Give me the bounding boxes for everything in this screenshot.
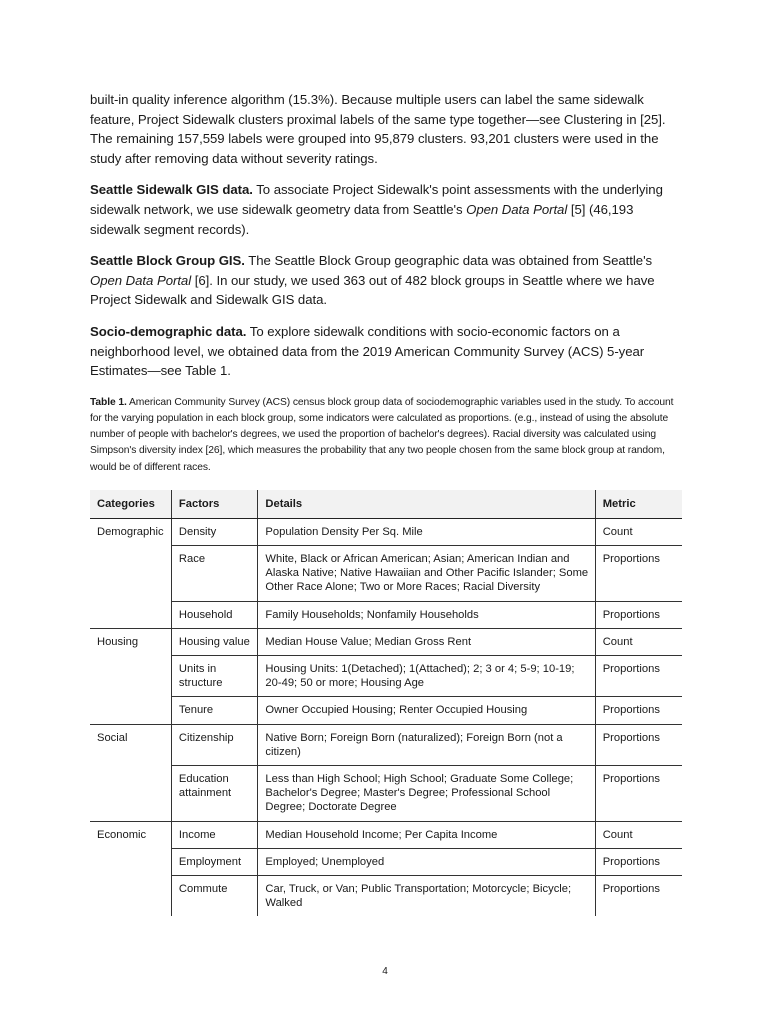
cell-details: Owner Occupied Housing; Renter Occupied Housing — [258, 697, 595, 724]
cell-factor: Employment — [171, 848, 258, 875]
table-row — [90, 724, 682, 765]
cell-factor: Citizenship — [171, 724, 258, 765]
cell-factor: Education attainment — [171, 765, 258, 821]
paragraph-quality-clusters — [90, 90, 682, 168]
cell-details: White, Black or African American; Asian; American Indian and Alaska Native; Native Hawaiian and Other Pacific Islander; Some Other Race Alone; Two or More Races; Racial Diversity — [258, 545, 595, 601]
table-row — [90, 518, 682, 545]
table-row — [90, 765, 682, 821]
cell-details: Less than High School; High School; Graduate Some College; Bachelor's Degree; Master's Degree; Professional School Degree; Doctorate Degree — [258, 765, 595, 821]
header-categories: Categories — [90, 490, 171, 519]
cell-metric: Proportions — [602, 882, 660, 895]
table-row — [90, 545, 682, 601]
cell-factor: Household — [171, 601, 258, 628]
paragraph-heading: Seattle Sidewalk GIS data. — [90, 182, 253, 198]
cell-factor: Race — [171, 545, 258, 601]
cell-factor: Commute — [171, 875, 258, 916]
paragraph-italic-text: Open Data Portal — [90, 272, 192, 288]
paragraph-text: built-in quality inference algorithm (15.3%). Because multiple users can label the same sidewalk feature, Project Sidewalk clusters proximal labels of the same type together—see Clustering in [25]. The remaining 157,559 labels were grouped into 95,879 clusters. 93,201 clusters were used in the study after removing data without severity ratings. — [90, 92, 666, 166]
table-header-row — [90, 490, 682, 519]
cell-category: Housing — [90, 628, 171, 655]
paragraph-text: To associate Project Sidewalk's point assessments with the underlying sidewalk network, we use sidewalk geometry data from Seattle's — [90, 182, 663, 217]
acs-variables-table — [90, 490, 682, 917]
cell-details: Median Household Income; Per Capita Income — [258, 821, 595, 848]
page-body — [90, 90, 682, 916]
table-caption-text: American Community Survey (ACS) census block group data of sociodemographic variables used in the study. To account for the varying population in each block group, some indicators were calculated as proportions. (e.g., instead of using the absolute number of people with bachelor's degrees, we used the proportion of bachelor's degrees). Racial diversity was calculated using Simpson's diversity index [26], which measures the probability that any two people chosen from the same block group at random, would be of different races. — [90, 396, 674, 473]
table-row — [90, 848, 682, 875]
cell-category: Demographic — [90, 518, 171, 545]
paragraph-italic-text: Open Data Portal — [466, 201, 568, 217]
header-details: Details — [258, 490, 595, 519]
table-row — [90, 697, 682, 724]
paragraph-text: The Seattle Block Group geographic data was obtained from Seattle's — [244, 253, 653, 269]
cell-category: Social — [90, 724, 171, 765]
paragraph-sidewalk-gis — [90, 180, 682, 239]
cell-details: Employed; Unemployed — [258, 848, 595, 875]
cell-metric: Proportions — [595, 655, 682, 696]
cell-details: Housing Units: 1(Detached); 1(Attached); 2; 3 or 4; 5-9; 10-19; 20-49; 50 or more; Housing Age — [258, 655, 595, 696]
cell-details: Native Born; Foreign Born (naturalized); Foreign Born (not a citizen) — [258, 724, 595, 765]
cell-metric: Count — [595, 628, 682, 655]
header-factors: Factors — [171, 490, 258, 519]
table-caption — [90, 395, 682, 476]
cell-factor: Units in structure — [171, 655, 258, 696]
cell-metric: Count — [595, 518, 682, 545]
table-row — [90, 875, 682, 916]
cell-factor: Income — [171, 821, 258, 848]
header-metric: Metric — [595, 490, 682, 519]
cell-metric: Proportions — [595, 697, 682, 724]
cell-category: Economic — [90, 821, 171, 848]
paragraph-text: [6]. In our study, we used 363 out of 482 block groups in Seattle where we have Project Sidewalk and Sidewalk GIS data. — [90, 272, 655, 308]
cell-metric: Proportions — [595, 724, 682, 765]
cell-category — [90, 875, 171, 916]
table-caption-label: Table 1. — [90, 396, 127, 408]
cell-details: Population Density Per Sq. Mile — [258, 518, 595, 545]
cell-category — [90, 697, 171, 724]
table-row — [90, 628, 682, 655]
cell-metric: Count — [595, 821, 682, 848]
cell-category — [90, 545, 171, 601]
paragraph-text: To explore sidewalk conditions with socio-economic factors on a neighborhood level, we obtained data from the 2019 American Community Survey (ACS) 5-year Estimates—see Table 1. — [90, 323, 645, 379]
cell-factor: Housing value — [171, 628, 258, 655]
cell-details: Median House Value; Median Gross Rent — [258, 628, 595, 655]
cell-details: Family Households; Nonfamily Households — [258, 601, 595, 628]
cell-metric: Proportions — [595, 765, 682, 821]
table-row — [90, 655, 682, 696]
cell-category — [90, 765, 171, 821]
cell-metric: Proportions — [595, 848, 682, 875]
cell-metric: Proportions — [595, 545, 682, 601]
paragraph-heading: Seattle Block Group GIS. — [90, 253, 245, 269]
paragraph-block-group-gis — [90, 251, 682, 310]
cell-category — [90, 601, 171, 628]
cell-factor: Tenure — [171, 697, 258, 724]
cell-metric: Proportions — [595, 601, 682, 628]
paragraph-socio-demographic — [90, 322, 682, 381]
cell-category — [90, 655, 171, 696]
page-number: 4 — [382, 966, 388, 977]
table-row — [90, 601, 682, 628]
cell-details: Car, Truck, or Van; Public Transportation; Motorcycle; Bicycle; Walked — [258, 875, 595, 916]
paragraph-heading: Socio-demographic data. — [90, 323, 247, 339]
cell-category — [90, 848, 171, 875]
table-row — [90, 821, 682, 848]
cell-factor: Density — [171, 518, 258, 545]
paragraph-text: [5] (46,193 sidewalk segment records). — [90, 201, 634, 237]
